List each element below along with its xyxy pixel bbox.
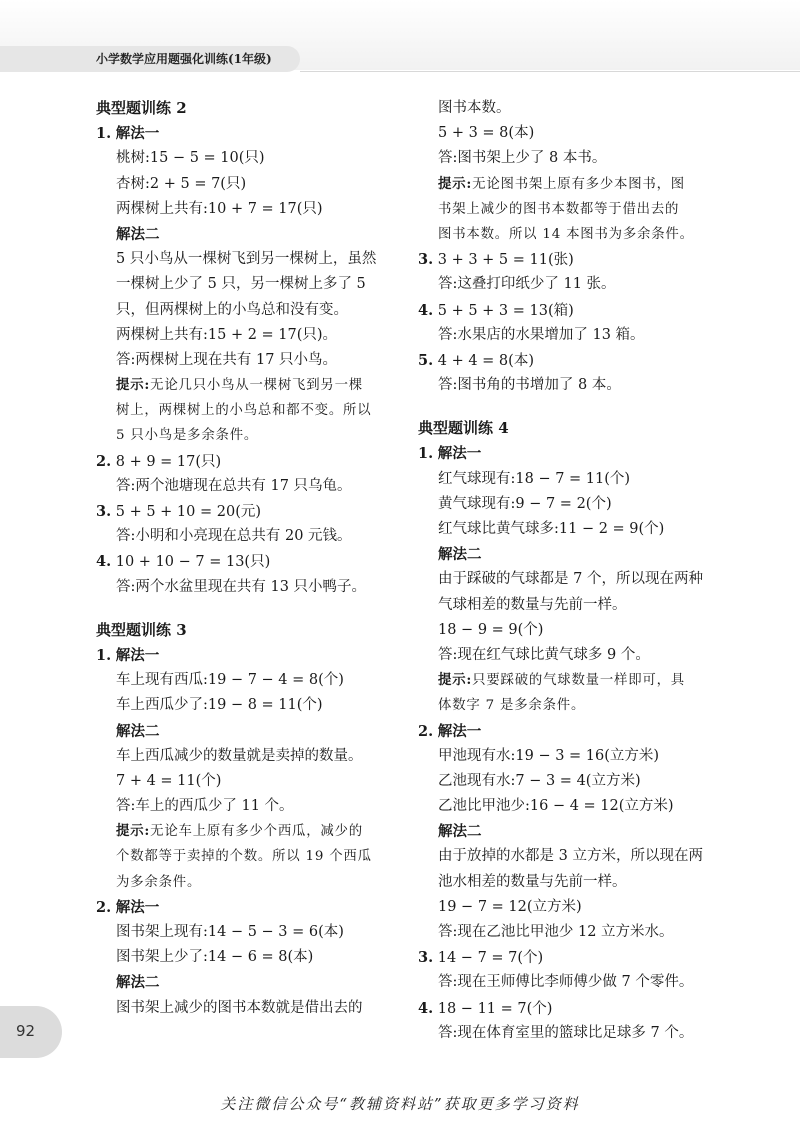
equation: 10 + 10 − 7 = 13(只) (115, 554, 271, 571)
text-line: 答:这叠打印纸少了 11 张。 (438, 276, 616, 293)
text-line: 18 − 9 = 9(个) (438, 621, 544, 638)
method-heading (96, 643, 416, 668)
question-number: 2. (96, 898, 112, 916)
tip-text: 体数字 7 是多余条件。 (438, 698, 586, 714)
tip-text: 只要踩破的气球数量一样即可，具 (472, 673, 685, 689)
tip-text: 无论几只小鸟从一棵树飞到另一棵 (150, 378, 363, 394)
text-line: 乙池现有水:7 − 3 = 4(立方米) (438, 772, 641, 789)
answer-item (96, 549, 416, 574)
text-line: 答:现在体育室里的篮球比足球多 7 个。 (438, 1024, 694, 1041)
footer-note: 关注微信公众号“教辅资料站”获取更多学习资料 (220, 1095, 580, 1113)
section-title: 典型题训练 2 (96, 99, 187, 117)
method-heading (96, 719, 416, 744)
question-number: 3. (418, 251, 434, 269)
method-label: 解法一 (437, 445, 482, 463)
equation: 5 + 5 + 3 = 13(箱) (437, 302, 574, 319)
tip-line (96, 423, 416, 448)
tip-line (96, 819, 416, 844)
question-number: 2. (96, 452, 112, 470)
method-label: 解法一 (115, 125, 160, 143)
text-line: 两棵树上共有:10 + 7 = 17(只) (116, 200, 323, 217)
section-gap (418, 398, 718, 416)
tip-line (96, 398, 416, 423)
page-number: 92 (16, 1022, 36, 1040)
tip-line (418, 222, 718, 247)
tip-text: 个数都等于卖掉的个数。所以 19 个西瓜 (116, 849, 372, 865)
text-line: 图书本数。 (438, 100, 511, 116)
right-column (418, 96, 718, 1046)
question-number: 1. (96, 646, 112, 664)
text-line: 一棵树上少了 5 只，另一棵树上多了 5 (116, 276, 366, 293)
tip-text: 5 只小鸟是多余条件。 (116, 428, 259, 444)
left-column (96, 96, 416, 1021)
text-line: 由于放掉的水都是 3 立方米，所以现在两 (438, 848, 703, 865)
tip-label: 提示: (116, 823, 151, 840)
equation: 3 + 3 + 5 = 11(张) (437, 252, 574, 269)
method-label: 解法二 (116, 974, 160, 992)
section-title: 典型题训练 3 (96, 620, 187, 639)
text-line: 19 − 7 = 12(立方米) (438, 898, 582, 915)
text-line: 图书架上少了:14 − 6 = 8(本) (116, 949, 314, 966)
text-line: 红气球比黄气球多:11 − 2 = 9(个) (438, 521, 665, 537)
text-line: 黄气球现有:9 − 7 = 2(个) (438, 495, 612, 512)
tip-label: 提示: (438, 175, 473, 192)
answer-item (418, 945, 718, 970)
question-number: 1. (418, 445, 434, 463)
tip-line (96, 844, 416, 869)
tip-text: 无论图书架上原有多少本图书，图 (472, 176, 685, 192)
text-line: 答:两个池塘现在总共有 17 只乌龟。 (116, 477, 352, 494)
question-number: 4. (418, 999, 434, 1017)
text-line: 答:车上的西瓜少了 11 个。 (116, 798, 294, 815)
method-label: 解法二 (116, 225, 160, 243)
tip-line (96, 373, 416, 398)
tip-text: 书架上减少的图书本数都等于借出去的 (438, 201, 680, 217)
text-line: 5 + 3 = 8(本) (438, 125, 535, 142)
text-line: 图书架上现有:14 − 5 − 3 = 6(本) (116, 924, 344, 940)
tip-label: 提示: (438, 672, 473, 689)
text-line: 答:两个水盆里现在共有 13 只小鸭子。 (116, 578, 367, 595)
text-line: 答:现在红气球比黄气球多 9 个。 (438, 646, 650, 663)
section-gap (96, 600, 416, 618)
text-line: 桃树:15 − 5 = 10(只) (116, 150, 265, 167)
tip-line (418, 668, 718, 693)
text-line: 答:小明和小亮现在总共有 20 元钱。 (116, 528, 352, 545)
answer-item (418, 298, 718, 323)
text-line: 由于踩破的气球都是 7 个，所以现在两种 (438, 571, 703, 588)
equation: 18 − 11 = 7(个) (437, 1000, 553, 1017)
tip-text: 图书本数。所以 14 本图书为多余条件。 (438, 226, 694, 242)
tip-line (96, 870, 416, 895)
text-line: 车上现有西瓜:19 − 7 − 4 = 8(个) (116, 672, 344, 689)
method-heading (96, 970, 416, 995)
section-title: 典型题训练 4 (418, 419, 509, 438)
header-rule (300, 71, 800, 72)
text-line: 只，但两棵树上的小鸟总和没有变。 (116, 301, 348, 318)
text-line: 车上西瓜减少的数量就是卖掉的数量。 (116, 747, 363, 764)
answer-item (96, 499, 416, 524)
equation: 4 + 4 = 8(本) (437, 352, 534, 369)
answer-item (96, 449, 416, 474)
question-number: 3. (418, 949, 434, 967)
tip-line (418, 197, 718, 222)
equation: 5 + 5 + 10 = 20(元) (115, 504, 262, 520)
tip-text: 为多余条件。 (116, 874, 202, 890)
answer-item (418, 348, 718, 373)
book-title: 小学数学应用题强化训练(1年级) (96, 52, 272, 66)
tip-line (418, 693, 718, 718)
answer-item (418, 247, 718, 272)
question-number: 4. (96, 553, 112, 571)
tip-text: 无论车上原有多少个西瓜，减少的 (150, 824, 363, 840)
text-line: 5 只小鸟从一棵树飞到另一棵树上，虽然 (116, 251, 377, 268)
question-number: 5. (418, 351, 434, 369)
answer-item (418, 996, 718, 1021)
method-heading (96, 895, 416, 920)
text-line: 7 + 4 = 11(个) (116, 772, 222, 789)
text-line: 红气球现有:18 − 7 = 11(个) (438, 470, 631, 487)
text-line: 池水相差的数量与先前一样。 (438, 873, 627, 890)
method-heading (418, 542, 718, 567)
method-heading (96, 121, 416, 146)
equation: 8 + 9 = 17(只) (115, 453, 222, 470)
text-line: 图书架上减少的图书本数就是借出去的 (116, 999, 363, 1016)
text-line: 答:现在乙池比甲池少 12 立方米水。 (438, 924, 674, 940)
method-label: 解法一 (115, 646, 160, 664)
method-heading (96, 222, 416, 247)
question-number: 1. (96, 125, 112, 143)
text-line: 答:两棵树上现在共有 17 只小鸟。 (116, 351, 338, 368)
text-line: 答:图书角的书增加了 8 本。 (438, 377, 621, 394)
question-number: 2. (418, 722, 434, 740)
tip-label: 提示: (116, 377, 151, 394)
tip-text: 树上，两棵树上的小鸟总和都不变。所以 (116, 403, 372, 419)
equation: 14 − 7 = 7(个) (437, 950, 544, 967)
method-label: 解法二 (438, 546, 482, 564)
method-label: 解法一 (115, 898, 160, 916)
method-heading (418, 819, 718, 844)
method-label: 解法二 (438, 823, 482, 841)
method-label: 解法一 (437, 722, 482, 740)
question-number: 3. (96, 503, 112, 520)
method-heading (418, 719, 718, 744)
text-line: 答:现在王师傅比李师傅少做 7 个零件。 (438, 974, 694, 991)
text-line: 气球相差的数量与先前一样。 (438, 596, 627, 613)
text-line: 乙池比甲池少:16 − 4 = 12(立方米) (438, 798, 674, 815)
method-heading (418, 441, 718, 466)
question-number: 4. (418, 301, 434, 319)
text-line: 答:水果店的水果增加了 13 箱。 (438, 326, 645, 343)
text-line: 答:图书架上少了 8 本书。 (438, 150, 607, 167)
text-line: 车上西瓜少了:19 − 8 = 11(个) (116, 697, 323, 714)
text-line: 两棵树上共有:15 + 2 = 17(只)。 (116, 326, 338, 343)
tip-line (418, 172, 718, 197)
text-line: 杏树:2 + 5 = 7(只) (116, 175, 247, 192)
text-line: 甲池现有水:19 − 3 = 16(立方米) (438, 747, 660, 764)
method-label: 解法二 (116, 722, 160, 740)
